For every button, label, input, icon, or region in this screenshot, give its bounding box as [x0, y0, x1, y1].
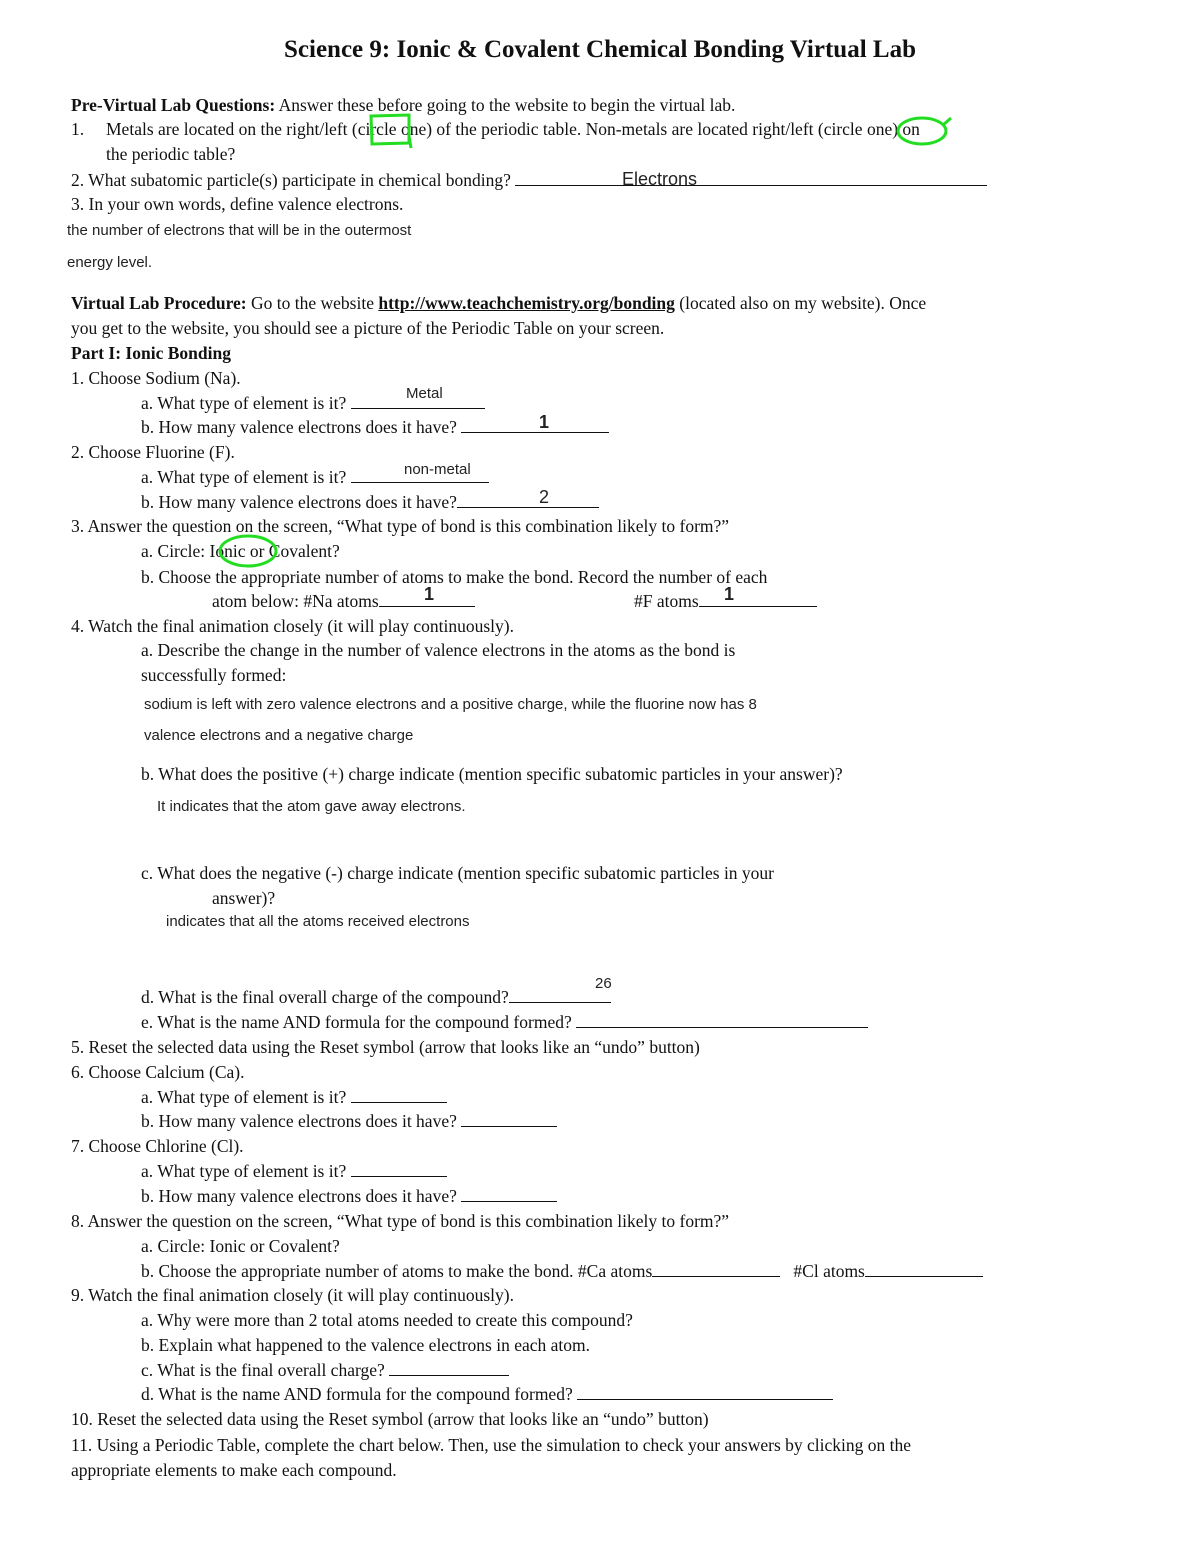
procedure-line-1 — [71, 292, 926, 314]
question-1-text — [106, 118, 920, 140]
p1-q9b: b. Explain what happened to the valence electrons in each atom. — [141, 1335, 590, 1355]
part-1-heading: Part I: Ionic Bonding — [71, 343, 231, 363]
p1-q3b-na-text: atom below: #Na atoms — [212, 591, 379, 611]
q2-answer: Electrons — [622, 169, 698, 189]
p1-q8b-cl-blank[interactable] — [865, 1260, 983, 1277]
q1-left-choice: left — [324, 119, 348, 139]
p1-q9d-text: d. What is the name AND formula for the compound formed? — [141, 1384, 573, 1404]
p1-q2a-answer: non-metal — [404, 461, 471, 478]
p1-q4c-answer: indicates that all the atoms received electrons — [166, 913, 470, 930]
p1-q9c-text: c. What is the final overall charge? — [141, 1360, 385, 1380]
p1-q4b-answer: It indicates that the atom gave away electrons. — [157, 798, 466, 815]
lab-website-link[interactable]: http://www.teachchemistry.org/bonding — [378, 293, 675, 313]
p1-q4a-line-2: successfully formed: — [141, 665, 287, 685]
p1-q7b-text: b. How many valence electrons does it have? — [141, 1186, 457, 1206]
p1-q1a-text: a. What type of element is it? — [141, 393, 347, 413]
green-box-mark — [365, 110, 417, 152]
p1-q3a-ionic: Ionic — [209, 541, 246, 561]
p1-q3b-na-answer: 1 — [424, 584, 435, 604]
p1-q9a: a. Why were more than 2 total atoms needed to create this compound? — [141, 1310, 633, 1330]
p1-q9: 9. Watch the final animation closely (it will play continuously). — [71, 1285, 514, 1305]
p1-q8b-text: b. Choose the appropriate number of atoms to make the bond. #Ca atoms — [141, 1261, 653, 1281]
q3-answer-line-1: the number of electrons that will be in the outermost — [67, 222, 412, 239]
p1-q6: 6. Choose Calcium (Ca). — [71, 1062, 245, 1082]
p1-q7a-text: a. What type of element is it? — [141, 1161, 347, 1181]
p1-q2b-text: b. How many valence electrons does it have? — [141, 492, 457, 512]
q1-part-a: Metals are located on the right/ — [106, 119, 325, 139]
p1-q4: 4. Watch the final animation closely (it will play continuously). — [71, 616, 514, 636]
p1-q8b-ca-blank[interactable] — [652, 1260, 780, 1277]
p1-q1: 1. Choose Sodium (Na). — [71, 368, 241, 388]
q1-part-c: left (circle one) on — [790, 119, 920, 139]
pre-lab-heading: Pre-Virtual Lab Questions: — [71, 95, 276, 115]
p1-q8a: a. Circle: Ionic or Covalent? — [141, 1236, 340, 1256]
p1-q3a-pre: a. Circle: — [141, 541, 210, 561]
page-title: Science 9: Ionic & Covalent Chemical Bonding Virtual Lab — [284, 36, 916, 63]
p1-q2b-blank[interactable] — [457, 491, 599, 508]
p1-q4a-line-1: a. Describe the change in the number of valence electrons in the atoms as the bond is — [141, 640, 736, 660]
p1-q9c — [141, 1359, 509, 1381]
p1-q7b-blank[interactable] — [461, 1185, 557, 1202]
p1-q3: 3. Answer the question on the screen, “What type of bond is this combination likely to form?” — [71, 516, 730, 536]
p1-q4a-answer-2: valence electrons and a negative charge — [144, 727, 414, 744]
p1-q8: 8. Answer the question on the screen, “What type of bond is this combination likely to form?” — [71, 1211, 730, 1231]
p1-q5: 5. Reset the selected data using the Reset symbol (arrow that looks like an “undo” button) — [71, 1037, 700, 1057]
p1-q4d-answer: 26 — [595, 975, 612, 992]
p1-q11-line-1: 11. Using a Periodic Table, complete the chart below. Then, use the simulation to check your answers by clicking on the — [71, 1435, 912, 1455]
question-1-label: 1. — [71, 119, 85, 139]
procedure-heading: Virtual Lab Procedure: — [71, 293, 247, 313]
p1-q4c-line-2: answer)? — [212, 888, 276, 908]
p1-q9d-blank[interactable] — [577, 1383, 833, 1400]
p1-q1b-text: b. How many valence electrons does it have? — [141, 417, 457, 437]
p1-q7a — [141, 1160, 447, 1182]
p1-q4a-answer-1: sodium is left with zero valence electrons and a positive charge, while the fluorine now has 8 — [144, 696, 757, 713]
p1-q4d-text: d. What is the final overall charge of the compound? — [141, 987, 509, 1007]
p1-q10: 10. Reset the selected data using the Reset symbol (arrow that looks like an “undo” button) — [71, 1409, 709, 1429]
p1-q3b-f-text: #F atoms — [634, 591, 699, 611]
procedure-text-a: Go to the website — [246, 293, 379, 313]
q3-answer-line-2: energy level. — [67, 254, 153, 271]
p1-q4b: b. What does the positive (+) charge indicate (mention specific subatomic particles in your answer)? — [141, 764, 843, 784]
p1-q1b-blank[interactable] — [461, 416, 609, 433]
p1-q4e — [141, 1011, 868, 1033]
p1-q3b-na — [212, 590, 475, 612]
p1-q3a-post: or Covalent? — [245, 541, 340, 561]
p1-q7: 7. Choose Chlorine (Cl). — [71, 1136, 244, 1156]
p1-q1a-answer: Metal — [406, 385, 443, 402]
p1-q4d — [141, 986, 611, 1008]
procedure-text-b: (located also on my website). Once — [674, 293, 927, 313]
p1-q1b-answer: 1 — [539, 412, 550, 432]
p1-q6b-blank[interactable] — [461, 1110, 557, 1127]
p1-q8b-cl-text: #Cl atoms — [793, 1261, 865, 1281]
question-1-cont: the periodic table? — [106, 144, 236, 164]
p1-q7a-blank[interactable] — [351, 1160, 447, 1177]
pre-lab-intro-text: Answer these before going to the website to begin the virtual lab. — [278, 95, 736, 115]
p1-q4c-line-1: c. What does the negative (-) charge indicate (mention specific subatomic particles in your — [141, 863, 775, 883]
p1-q6a — [141, 1086, 447, 1108]
p1-q3b-f-blank[interactable] — [699, 590, 817, 607]
p1-q6a-text: a. What type of element is it? — [141, 1087, 347, 1107]
p1-q2: 2. Choose Fluorine (F). — [71, 442, 235, 462]
p1-q9d — [141, 1383, 833, 1405]
p1-q2a-text: a. What type of element is it? — [141, 467, 347, 487]
p1-q4e-text: e. What is the name AND formula for the compound formed? — [141, 1012, 572, 1032]
q1-part-b: (circle one) of the periodic table. Non-metals are located — [347, 119, 753, 139]
p1-q2b-answer: 2 — [539, 487, 550, 507]
procedure-line-2: you get to the website, you should see a picture of the Periodic Table on your screen. — [71, 318, 665, 338]
p1-q3b-f-answer: 1 — [724, 584, 735, 604]
q2-answer-blank[interactable] — [515, 169, 987, 189]
q1-right-choice: right/ — [752, 119, 791, 139]
p1-q11-line-2: appropriate elements to make each compound. — [71, 1460, 397, 1480]
p1-q6a-blank[interactable] — [351, 1086, 447, 1103]
p1-q6b — [141, 1110, 557, 1132]
p1-q4e-blank[interactable] — [576, 1011, 868, 1028]
p1-q2b — [141, 491, 599, 513]
p1-q3b: b. Choose the appropriate number of atoms to make the bond. Record the number of each — [141, 567, 768, 587]
p1-q7b — [141, 1185, 557, 1207]
p1-q8b — [141, 1260, 983, 1282]
q2-text: 2. What subatomic particle(s) participate in chemical bonding? — [71, 170, 511, 190]
green-circle-mark — [893, 112, 955, 150]
p1-q6b-text: b. How many valence electrons does it have? — [141, 1111, 457, 1131]
p1-q9c-blank[interactable] — [389, 1359, 509, 1376]
question-2 — [71, 169, 987, 191]
question-3: 3. In your own words, define valence electrons. — [71, 194, 404, 214]
